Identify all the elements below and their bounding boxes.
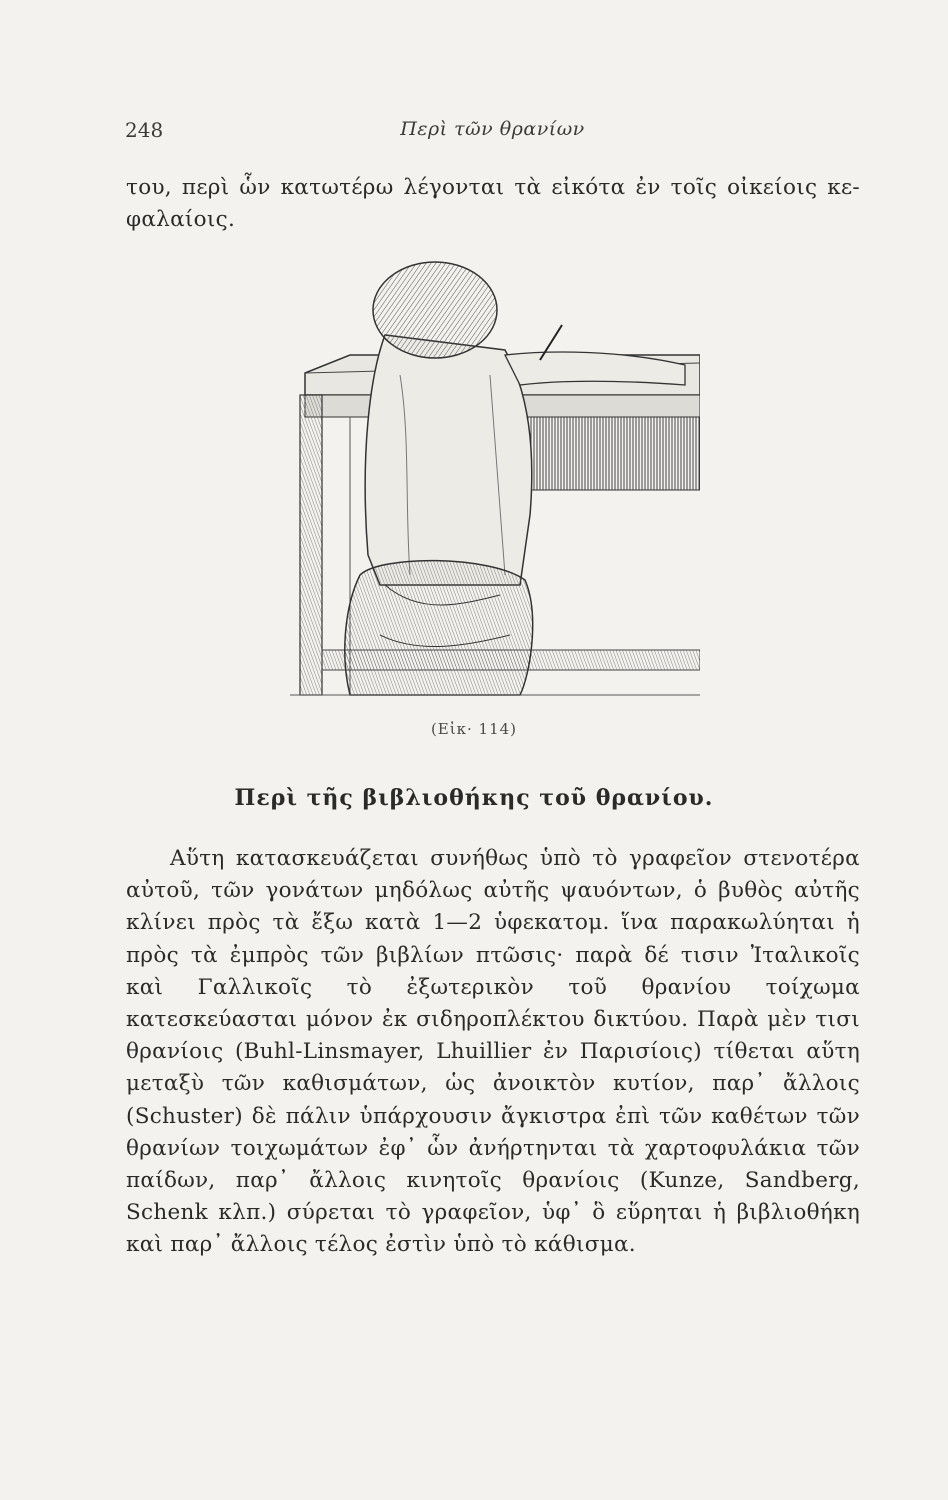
engraving-child-writing-at-desk-icon — [290, 255, 700, 700]
section-paragraph: Αὕτη κατασκευάζεται συνήθως ὑπὸ τὸ γραφεῖον στενοτέρα αὐτοῦ, τῶν γονάτων μηδόλως αὐτῆς ψαυόντων, ὁ βυθὸς αὐτῆς κλίνει πρὸς τὰ ἔξω κατὰ 1—2 ὑφεκατομ. ἵνα παρακωλύηται ἡ πρὸς τὰ ἐμπρὸς τῶν βιβλίων πτῶσις· παρὰ δέ τισιν Ἰταλικοῖς καὶ Γαλλικοῖς τὸ ἐξωτερικὸν τοῦ θρανίου τοίχωμα κατεσκεύασται μόνον ἐκ σιδηροπλέκτου δικτύου. Παρὰ μὲν τισι θρανίοις (Buhl-Linsmayer, Lhuillier ἐν Παρισίοις) τίθεται αὕτη μεταξὺ τῶν καθισμάτων, ὡς ἀνοικτὸν κυτίον, παρ᾽ ἄλλοις (Schuster) δὲ πάλιν ὑπάρχουσιν ἄγκιστρα ἐπὶ τῶν καθέτων τῶν θρανίων τοιχωμάτων ἐφ᾽ ὧν ἀνήρτηνται τὰ χαρτοφυλάκια τῶν παίδων, παρ᾽ ἄλλοις κινητοῖς θρανίοις (Kunze, Sandberg, Schenk κλπ.) σύρεται τὸ γραφεῖον, ὑφ᾽ ὃ εὕρηται ἡ βιβλιοθήκη καὶ παρ᾽ ἄλλοις τέλος ἐστὶν ὑπὸ τὸ κάθισμα. — [126, 846, 860, 1258]
figure-caption: (Εἰκ· 114) — [430, 720, 518, 738]
page-number: 248 — [125, 118, 164, 142]
page-header — [125, 118, 860, 148]
figure-engraving — [290, 255, 700, 700]
intro-paragraph: του, περὶ ὧν κατωτέρω λέγονται τὰ εἰκότα ἐν τοῖς οἰκείοις κε-φαλαίοις. — [126, 175, 860, 233]
running-title: Περὶ τῶν θρανίων — [400, 118, 585, 140]
section-heading: Περὶ τῆς βιβλιοθήκης τοῦ θρανίου. — [234, 785, 714, 811]
